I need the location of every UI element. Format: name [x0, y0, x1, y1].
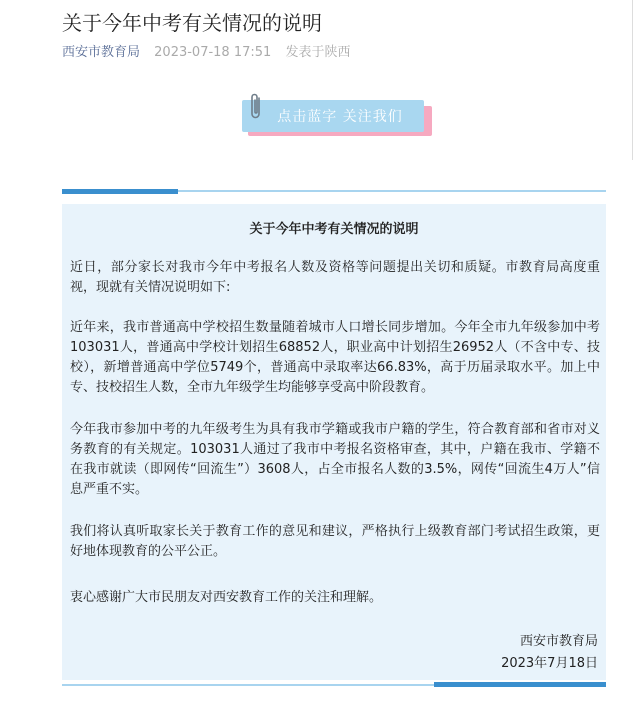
notice-paragraph-3: 今年我市参加中考的九年级考生为具有我市学籍或我市户籍的学生，符合教育部和省市对义务教育的有关规定。103031人通过了我市中考报名资格审查，其中，户籍在我市、学籍不在我市就读（即网传“回流生”）3608人，占全市报名人数的3.5%，网传“回流生4万人”信息严重不实。 [70, 422, 600, 497]
notice-heading: 关于今年中考有关情况的说明 [249, 222, 419, 237]
notice-paragraph-4: 我们将认真听取家长关于教育工作的意见和建议，严格执行上级教育部门考试招生政策，更好地体现教育的公平公正。 [70, 524, 600, 559]
signature-org: 西安市教育局 [519, 634, 598, 649]
notice-paragraph-2: 近年来，我市普通高中学校招生数量随着城市人口增长同步增加。今年全市九年级参加中考103031人，普通高中学校计划招生68852人，职业高中计划招生26952人（不含中专、技校），新增普通高中学位5749个，普通高中录取率达66.83%，高于历届录取水平。加上中专、技校招生人数，全市九年级学生均能够享受高中阶段教育。 [70, 320, 600, 395]
notice-paragraph-1: 近日，部分家长对我市今年中考报名人数及资格等问题提出关切和质疑。市教育局高度重视，现就有关情况说明如下: [70, 260, 600, 295]
article-meta [62, 44, 350, 62]
follow-label: 点击蓝字 关注我们 [277, 109, 403, 125]
follow-banner[interactable] [242, 100, 430, 136]
publish-location: 发表于陕西 [285, 45, 351, 60]
right-scroll-rail [632, 0, 633, 160]
author-link[interactable]: 西安市教育局 [62, 45, 141, 60]
notice-paragraph-5: 衷心感谢广大市民朋友对西安教育工作的关注和理解。 [70, 590, 383, 605]
signature-date: 2023年7月18日 [501, 656, 598, 671]
banner-bar[interactable] [242, 100, 424, 132]
page-title: 关于今年中考有关情况的说明 [62, 11, 322, 35]
publish-time: 2023-07-18 17:51 [154, 45, 272, 60]
notice-box [62, 204, 606, 680]
top-divider-accent [62, 189, 178, 194]
paperclip-icon [248, 92, 264, 122]
bottom-divider-accent [434, 682, 606, 687]
